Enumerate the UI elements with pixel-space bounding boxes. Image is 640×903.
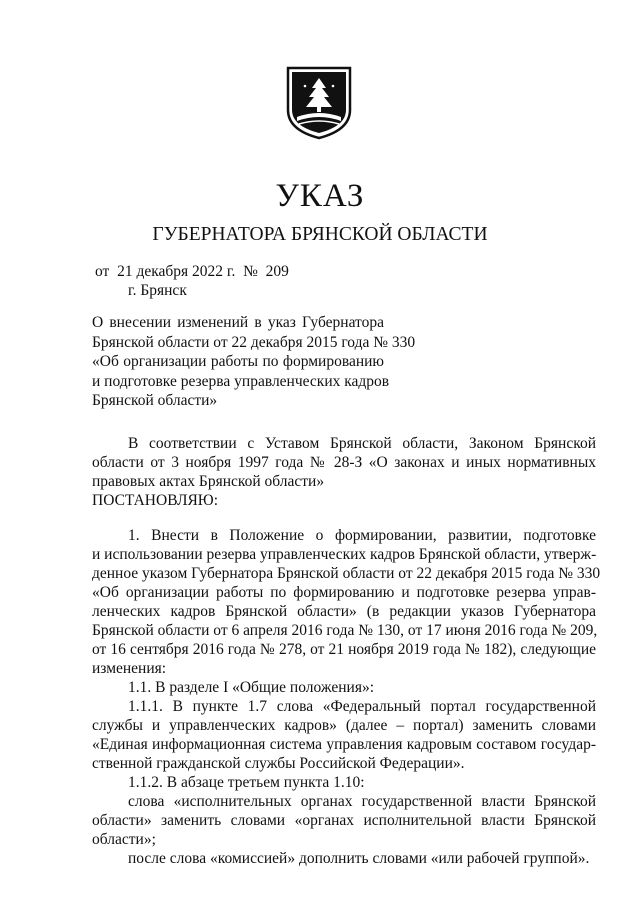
- text-line: области»;: [92, 831, 156, 848]
- preamble-paragraph: [92, 434, 596, 491]
- item-1-1-2-words-paragraph: [92, 792, 596, 849]
- item-1-paragraph: [92, 526, 601, 678]
- item-1-1-2-addition: после слова «комиссией» дополнить словами «или рабочей группой».: [128, 850, 590, 867]
- text-line: слова «исполнительных органах государственной власти Брянской: [128, 793, 596, 810]
- text-line: ленческих кадров Брянской области» (в редакции указов Губернатора: [92, 603, 596, 620]
- document-title: УКАЗ: [275, 178, 365, 214]
- item-1-1: 1.1. В разделе I «Общие положения»:: [128, 679, 375, 696]
- item-1-1-1-paragraph: [92, 697, 596, 773]
- document-subtitle: ГУБЕРНАТОРА БРЯНСКОЙ ОБЛАСТИ: [152, 224, 488, 245]
- text-line: 1.1.1. В пункте 1.7 слова «Федеральный портал государственной: [128, 698, 596, 715]
- text-line: службы и управленческих кадров» (далее – портал) заменить словами: [92, 717, 596, 734]
- text-line: Брянской области от 6 апреля 2016 года № 130, от 17 июня 2016 года № 209,: [92, 622, 598, 639]
- subject-line: Брянской области»: [92, 392, 218, 409]
- text-line: правовых актах Брянской области»: [92, 473, 325, 490]
- text-line: В соответствии с Уставом Брянской области, Законом Брянской: [128, 435, 596, 452]
- text-line: от 16 сентября 2016 года № 278, от 21 ноября 2019 года № 182), следующие: [92, 641, 596, 658]
- decree-word: ПОСТАНОВЛЯЮ:: [92, 492, 219, 509]
- text-line: «Об организации работы по формированию и подготовке резерва управ-: [92, 584, 596, 601]
- decree-city: г. Брянск: [128, 282, 187, 299]
- subject-line: и подготовке резерва управленческих кадров: [92, 372, 390, 390]
- text-line: и использовании резерва управленческих кадров Брянской области, утверж-: [92, 546, 597, 563]
- coat-of-arms-emblem: [285, 66, 353, 140]
- subject-line: О внесении изменений в указ Губернатора: [92, 314, 384, 331]
- text-line: ственной гражданской службы Российской Федерации».: [92, 755, 465, 772]
- subject-line: «Об организации работы по формированию: [92, 353, 384, 370]
- item-1-1-2: 1.1.2. В абзаце третьем пункта 1.10:: [128, 774, 365, 791]
- decree-body: [92, 434, 601, 868]
- text-line: изменения:: [92, 660, 167, 677]
- text-line: области от 3 ноября 1997 года № 28-З «О законах и иных нормативных: [92, 454, 596, 471]
- text-line: области» заменить словами «органах исполнительной власти Брянской: [92, 812, 596, 829]
- subject-line: Брянской области от 22 декабря 2015 года № 330: [92, 333, 416, 351]
- text-line: 1. Внести в Положение о формировании, развитии, подготовке: [128, 527, 596, 544]
- decree-date-number: от 21 декабря 2022 г. № 209: [95, 263, 289, 280]
- decree-subject: [92, 313, 416, 411]
- text-line: денное указом Губернатора Брянской области от 22 декабря 2015 года № 330: [92, 565, 601, 582]
- text-line: «Единая информационная система управления кадровым составом государ-: [92, 736, 596, 753]
